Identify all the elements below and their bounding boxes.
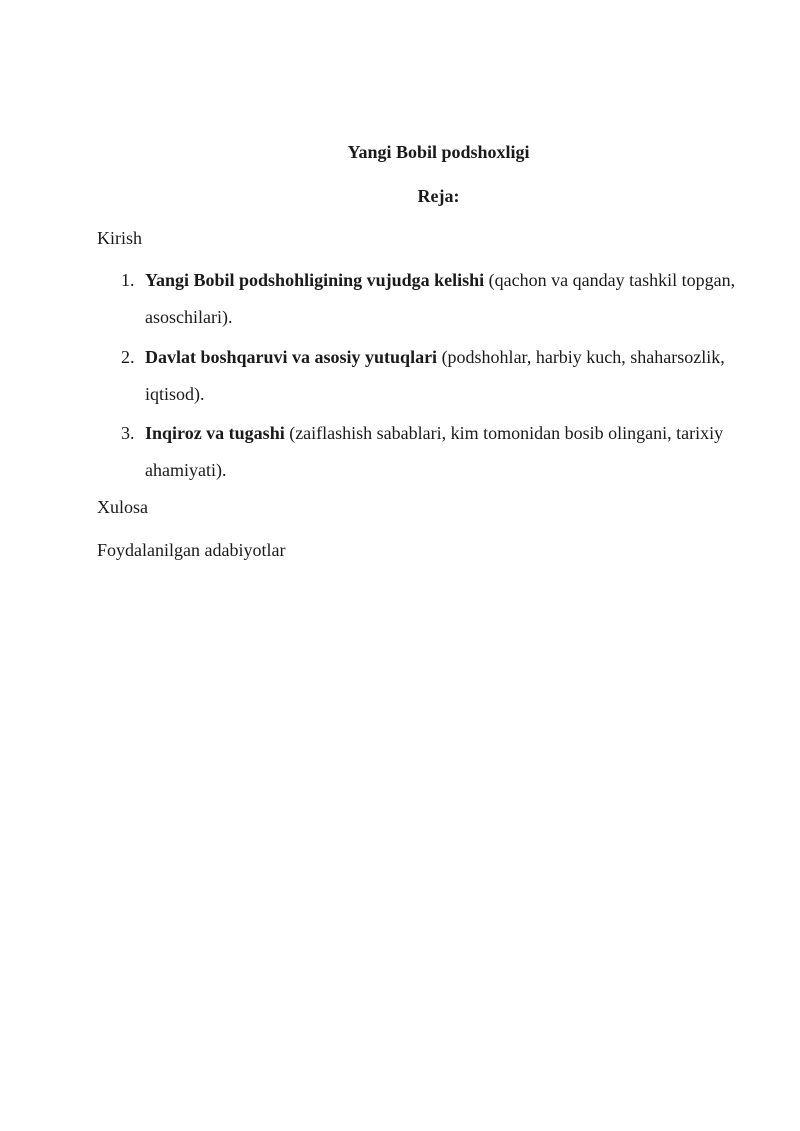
references-heading: Foydalanilgan adabiyotlar [97,540,286,560]
plan-item-text [145,339,766,413]
plan-item [121,262,766,336]
plan-item-number: 3. [121,423,135,443]
plan-item-text [145,262,766,336]
plan-item-title: Yangi Bobil podshohligining vujudga kelishi [145,270,485,290]
plan-item-details: (zaiflashish sabablari, kim tomonidan bosib olingani, tarixiy ahamiyati). [145,423,724,480]
plan-item-details: (qachon va qanday tashkil topgan, asoschilari). [145,270,736,327]
plan-heading: Reja: [417,186,460,206]
document-title: Yangi Bobil podshoxligi [347,142,530,162]
conclusion-heading: Xulosa [97,497,148,517]
plan-item-title: Davlat boshqaruvi va asosiy yutuqlari [145,347,438,367]
plan-item-text [145,415,766,489]
plan-item-number: 1. [121,270,135,290]
plan-item-number: 2. [121,347,135,367]
plan-item [121,415,766,489]
plan-item-title: Inqiroz va tugashi [145,423,285,443]
plan-item-details: (podshohlar, harbiy kuch, shaharsozlik, iqtisod). [145,347,725,404]
intro-heading: Kirish [97,228,142,248]
plan-item [121,339,766,413]
